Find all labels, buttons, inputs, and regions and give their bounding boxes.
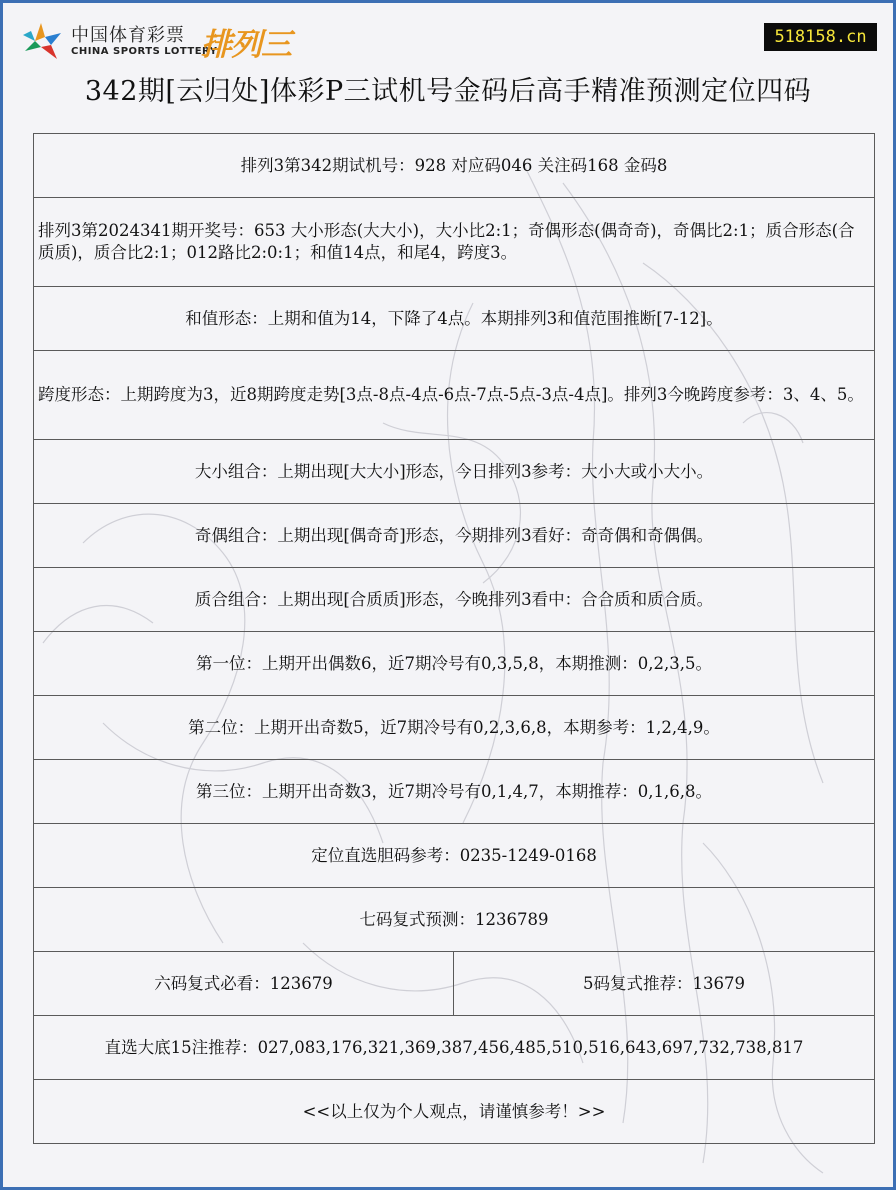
prediction-table: [33, 133, 875, 1144]
logo-english-text: CHINA SPORTS LOTTERY: [71, 46, 218, 57]
size-combo-row: 大小组合：上期出现[大大小]形态，今日排列3参考：大小大或小大小。: [34, 440, 875, 504]
lottery-star-icon: [21, 21, 65, 61]
seven-code-row: 七码复式预测：1236789: [34, 888, 875, 952]
direct-picks-row: 直选大底15注推荐：027,083,176,321,369,387,456,485,510,516,643,697,732,738,817: [34, 1016, 875, 1080]
five-code-cell: 5码复式推荐：13679: [454, 952, 875, 1016]
draw-result-row: 排列3第2024341期开奖号：653 大小形态(大大小)，大小比2:1；奇偶形态(偶奇奇)，奇偶比2:1；质合形态(合质质)，质合比2:1；012路比2:0:1；和值14点，和尾4，跨度3。: [34, 198, 875, 287]
site-badge[interactable]: 518158.cn: [764, 23, 877, 51]
position-key-row: 定位直选胆码参考：0235-1249-0168: [34, 824, 875, 888]
second-position-row: 第二位：上期开出奇数5，近7期冷号有0,2,3,6,8，本期参考：1,2,4,9。: [34, 696, 875, 760]
odd-even-combo-row: 奇偶组合：上期出现[偶奇奇]形态，今期排列3看好：奇奇偶和奇偶偶。: [34, 504, 875, 568]
trial-number-row: 排列3第342期试机号：928 对应码046 关注码168 金码8: [34, 134, 875, 198]
third-position-row: 第三位：上期开出奇数3，近7期冷号有0,1,4,7，本期推荐：0,1,6,8。: [34, 760, 875, 824]
logo-chinese-text: 中国体育彩票: [71, 25, 185, 46]
page-title: 342期[云归处]体彩P三试机号金码后高手精准预测定位四码: [84, 76, 812, 107]
logo-game-name: 排列三: [201, 27, 291, 63]
prime-composite-row: 质合组合：上期出现[合质质]形态，今晚排列3看中：合合质和质合质。: [34, 568, 875, 632]
span-form-row: 跨度形态：上期跨度为3，近8期跨度走势[3点-8点-4点-6点-7点-5点-3点-4点]。排列3今晚跨度参考：3、4、5。: [34, 351, 875, 440]
sum-form-row: 和值形态：上期和值为14，下降了4点。本期排列3和值范围推断[7-12]。: [34, 287, 875, 351]
first-position-row: 第一位：上期开出偶数6，近7期冷号有0,3,5,8，本期推测：0,2,3,5。: [34, 632, 875, 696]
disclaimer-row: <<以上仅为个人观点，请谨慎参考！>>: [34, 1080, 875, 1144]
six-code-cell: 六码复式必看：123679: [34, 952, 454, 1016]
china-sports-lottery-logo: [21, 19, 331, 63]
